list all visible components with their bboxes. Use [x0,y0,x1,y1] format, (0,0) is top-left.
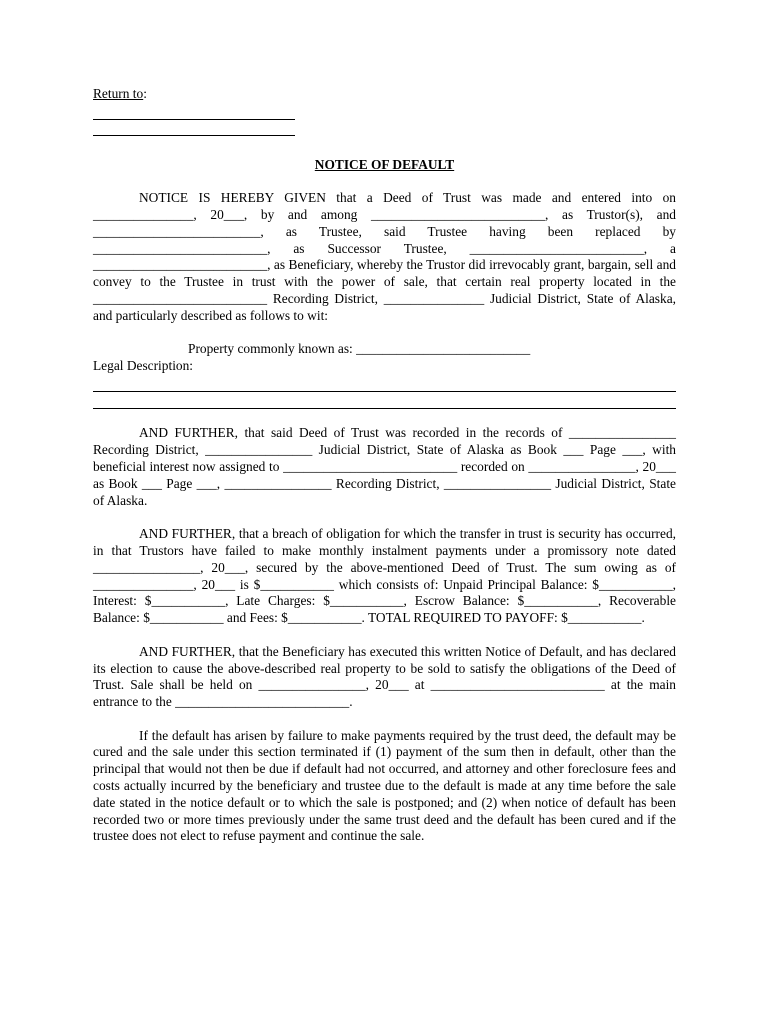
return-to-block [93,86,676,103]
return-address-line-1 [93,103,295,120]
return-to-colon: : [143,86,147,101]
return-address-line-2 [93,120,295,137]
return-to-label: Return to [93,86,144,101]
paragraph-cure: If the default has arisen by failure to make payments required by the trust deed, the default may be cured and the sale under this section terminated if (1) payment of the sum then in default, other than the principal that would not then be due if default had not occurred, and attorney and other foreclosure fees and costs actually incurred by the beneficiary and trustee due to the default is made at any time before the sale date stated in the notice default or to which the sale is postponed; and (2) when notice of default has been recorded two or more times previously under the same trust deed and the default has been cured and if the trustee does not elect to refuse payment and continue the sale. [93,727,676,844]
property-known-as: Property commonly known as: __________________________ [188,341,531,357]
paragraph-sale: AND FURTHER, that the Beneficiary has executed this written Notice of Default, and has declared its election to cause the above-described real property to be sold to satisfy the obligations of the Deed of Trust. Sale shall be held on ________________, 20___ at __________________________ at the main entrance to the __________________________. [93,643,676,710]
legal-description-line-2 [93,392,676,409]
document-title: NOTICE OF DEFAULT [314,157,455,173]
paragraph-recorded: AND FURTHER, that said Deed of Trust was recorded in the records of ________________ Recording District, ________________ Judicial District, State of Alaska as Book ___ Page ___, with beneficial interest now assigned to __________________________ recorded on ________________, 20___ as Book ___ Page ___, ________________ Recording District, ________________ Judicial District, State of Alaska. [93,425,676,508]
legal-description-line-1 [93,375,676,392]
legal-description-label: Legal Description: [93,358,194,374]
document-body [93,86,676,845]
paragraph-breach: AND FURTHER, that a breach of obligation for which the transfer in trust is security has occurred, in that Trustors have failed to make monthly instalment payments under a promissory note dated ________________, 20___, secured by the above-mentioned Deed of Trust. The sum owing as of _______________, 20___ is $___________ which consists of: Unpaid Principal Balance: $___________, Interest: $___________, Late Charges: $___________, Escrow Balance: $___________, Recoverable Balance: $___________ and Fees: $___________. TOTAL REQUIRED TO PAYOFF: $___________. [93,526,676,626]
paragraph-notice: NOTICE IS HEREBY GIVEN that a Deed of Trust was made and entered into on _______________, 20___, by and among __________________________, as Trustor(s), and _________________________, as Trustee, said Trustee having been replaced by __________________________, as Successor Trustee, __________________________, a __________________________, as Beneficiary, whereby the Trustor did irrevocably grant, bargain, sell and convey to the Trustee in trust with the power of sale, that certain real property located in the __________________________ Recording District, _______________ Judicial District, State of Alaska, and particularly described as follows to wit: [93,190,676,323]
